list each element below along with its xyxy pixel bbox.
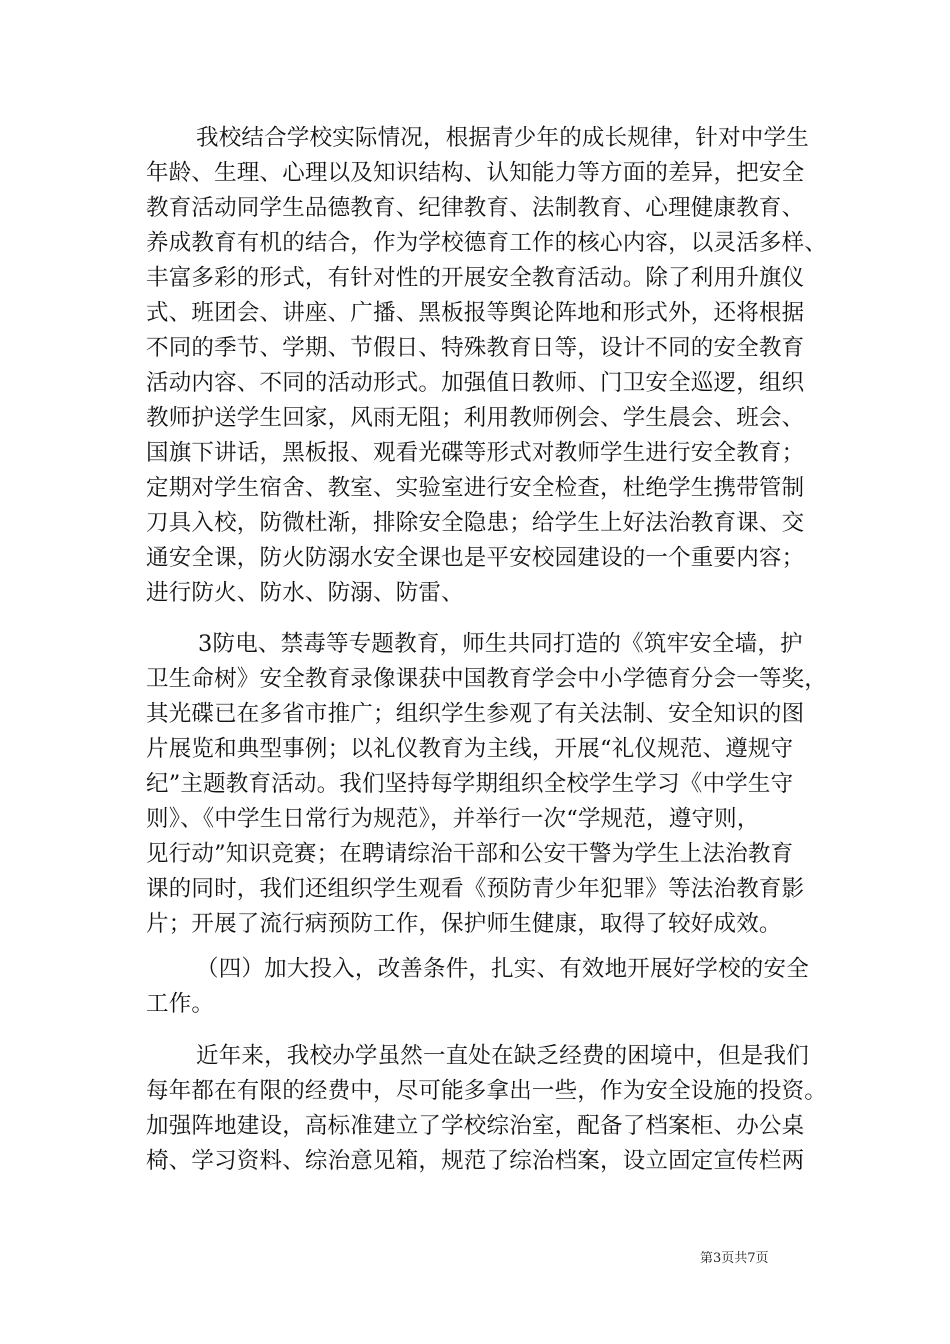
- text-line: 定期对学生宿舍、教室、实验室进行安全检查，杜绝学生携带管制: [146, 475, 805, 501]
- text-line: 丰富多彩的形式，有针对性的开展安全教育活动。除了利用升旗仪: [146, 265, 805, 291]
- text-line: 活动内容、不同的活动形式。加强值日教师、门卫安全巡逻，组织: [146, 370, 805, 396]
- text-line: 其光碟已在多省市推广；组织学生参观了有关法制、安全知识的图: [146, 701, 805, 727]
- text-line: 课的同时，我们还组织学生观看《预防青少年犯罪》等法治教育影: [146, 876, 805, 902]
- page-number: 第3页共7页: [700, 1251, 769, 1266]
- text-line: 我校结合学校实际情况，根据青少年的成长规律，针对中学生: [196, 125, 809, 151]
- text-line: 年龄、生理、心理以及知识结构、认知能力等方面的差异，把安全: [146, 160, 805, 186]
- text-line: 则》、《中学生日常行为规范》，并举行一次“学规范，遵守则，: [146, 806, 760, 832]
- section-heading: 工作。: [146, 991, 215, 1017]
- text-line: 加强阵地建设，高标准建立了学校综治室，配备了档案柜、办公桌: [146, 1113, 805, 1139]
- text-line: 式、班团会、讲座、广播、黑板报等舆论阵地和形式外，还将根据: [146, 300, 805, 326]
- text-line: 卫生命树》安全教育录像课获中国教育学会中小学德育分会一等奖，: [146, 666, 828, 692]
- text-line: 国旗下讲话，黑板报、观看光碟等形式对教师学生进行安全教育；: [146, 440, 805, 466]
- text-line: 教育活动同学生品德教育、纪律教育、法制教育、心理健康教育、: [146, 195, 805, 221]
- section-heading: （四）加大投入，改善条件，扎实、有效地开展好学校的安全: [196, 956, 809, 982]
- text-line: 进行防火、防水、防溺、防雷、: [146, 580, 464, 606]
- text-line: 片；开展了流行病预防工作，保护师生健康，取得了较好成效。: [146, 911, 782, 937]
- text-line: 见行动”知识竞赛；在聘请综治干部和公安干警为学生上法治教育: [146, 841, 794, 867]
- text-line: 纪”主题教育活动。我们坚持每学期组织全校学生学习《中学生守: [146, 771, 794, 797]
- text-line: 教师护送学生回家，风雨无阻；利用教师例会、学生晨会、班会、: [146, 405, 805, 431]
- text-line: 近年来，我校办学虽然一直处在缺乏经费的困境中，但是我们: [196, 1043, 809, 1069]
- text-line: 刀具入校，防微杜渐，排除安全隐患；给学生上好法治教育课、交: [146, 510, 805, 536]
- text-line: 椅、学习资料、综治意见箱，规范了综治档案，设立固定宣传栏两: [146, 1148, 805, 1174]
- text-line: 养成教育有机的结合，作为学校德育工作的核心内容，以灵活多样、: [146, 230, 828, 256]
- text-line: 不同的季节、学期、节假日、特殊教育日等，设计不同的安全教育: [146, 335, 805, 361]
- text-line: 通安全课，防火防溺水安全课也是平安校园建设的一个重要内容；: [146, 545, 805, 571]
- text-line: 每年都在有限的经费中，尽可能多拿出一些，作为安全设施的投资。: [146, 1078, 828, 1104]
- text-line: 片展览和典型事例；以礼仪教育为主线，开展“礼仪规范、遵规守: [146, 736, 794, 762]
- text-line: 3防电、禁毒等专题教育，师生共同打造的《筑牢安全墙，护: [198, 631, 803, 657]
